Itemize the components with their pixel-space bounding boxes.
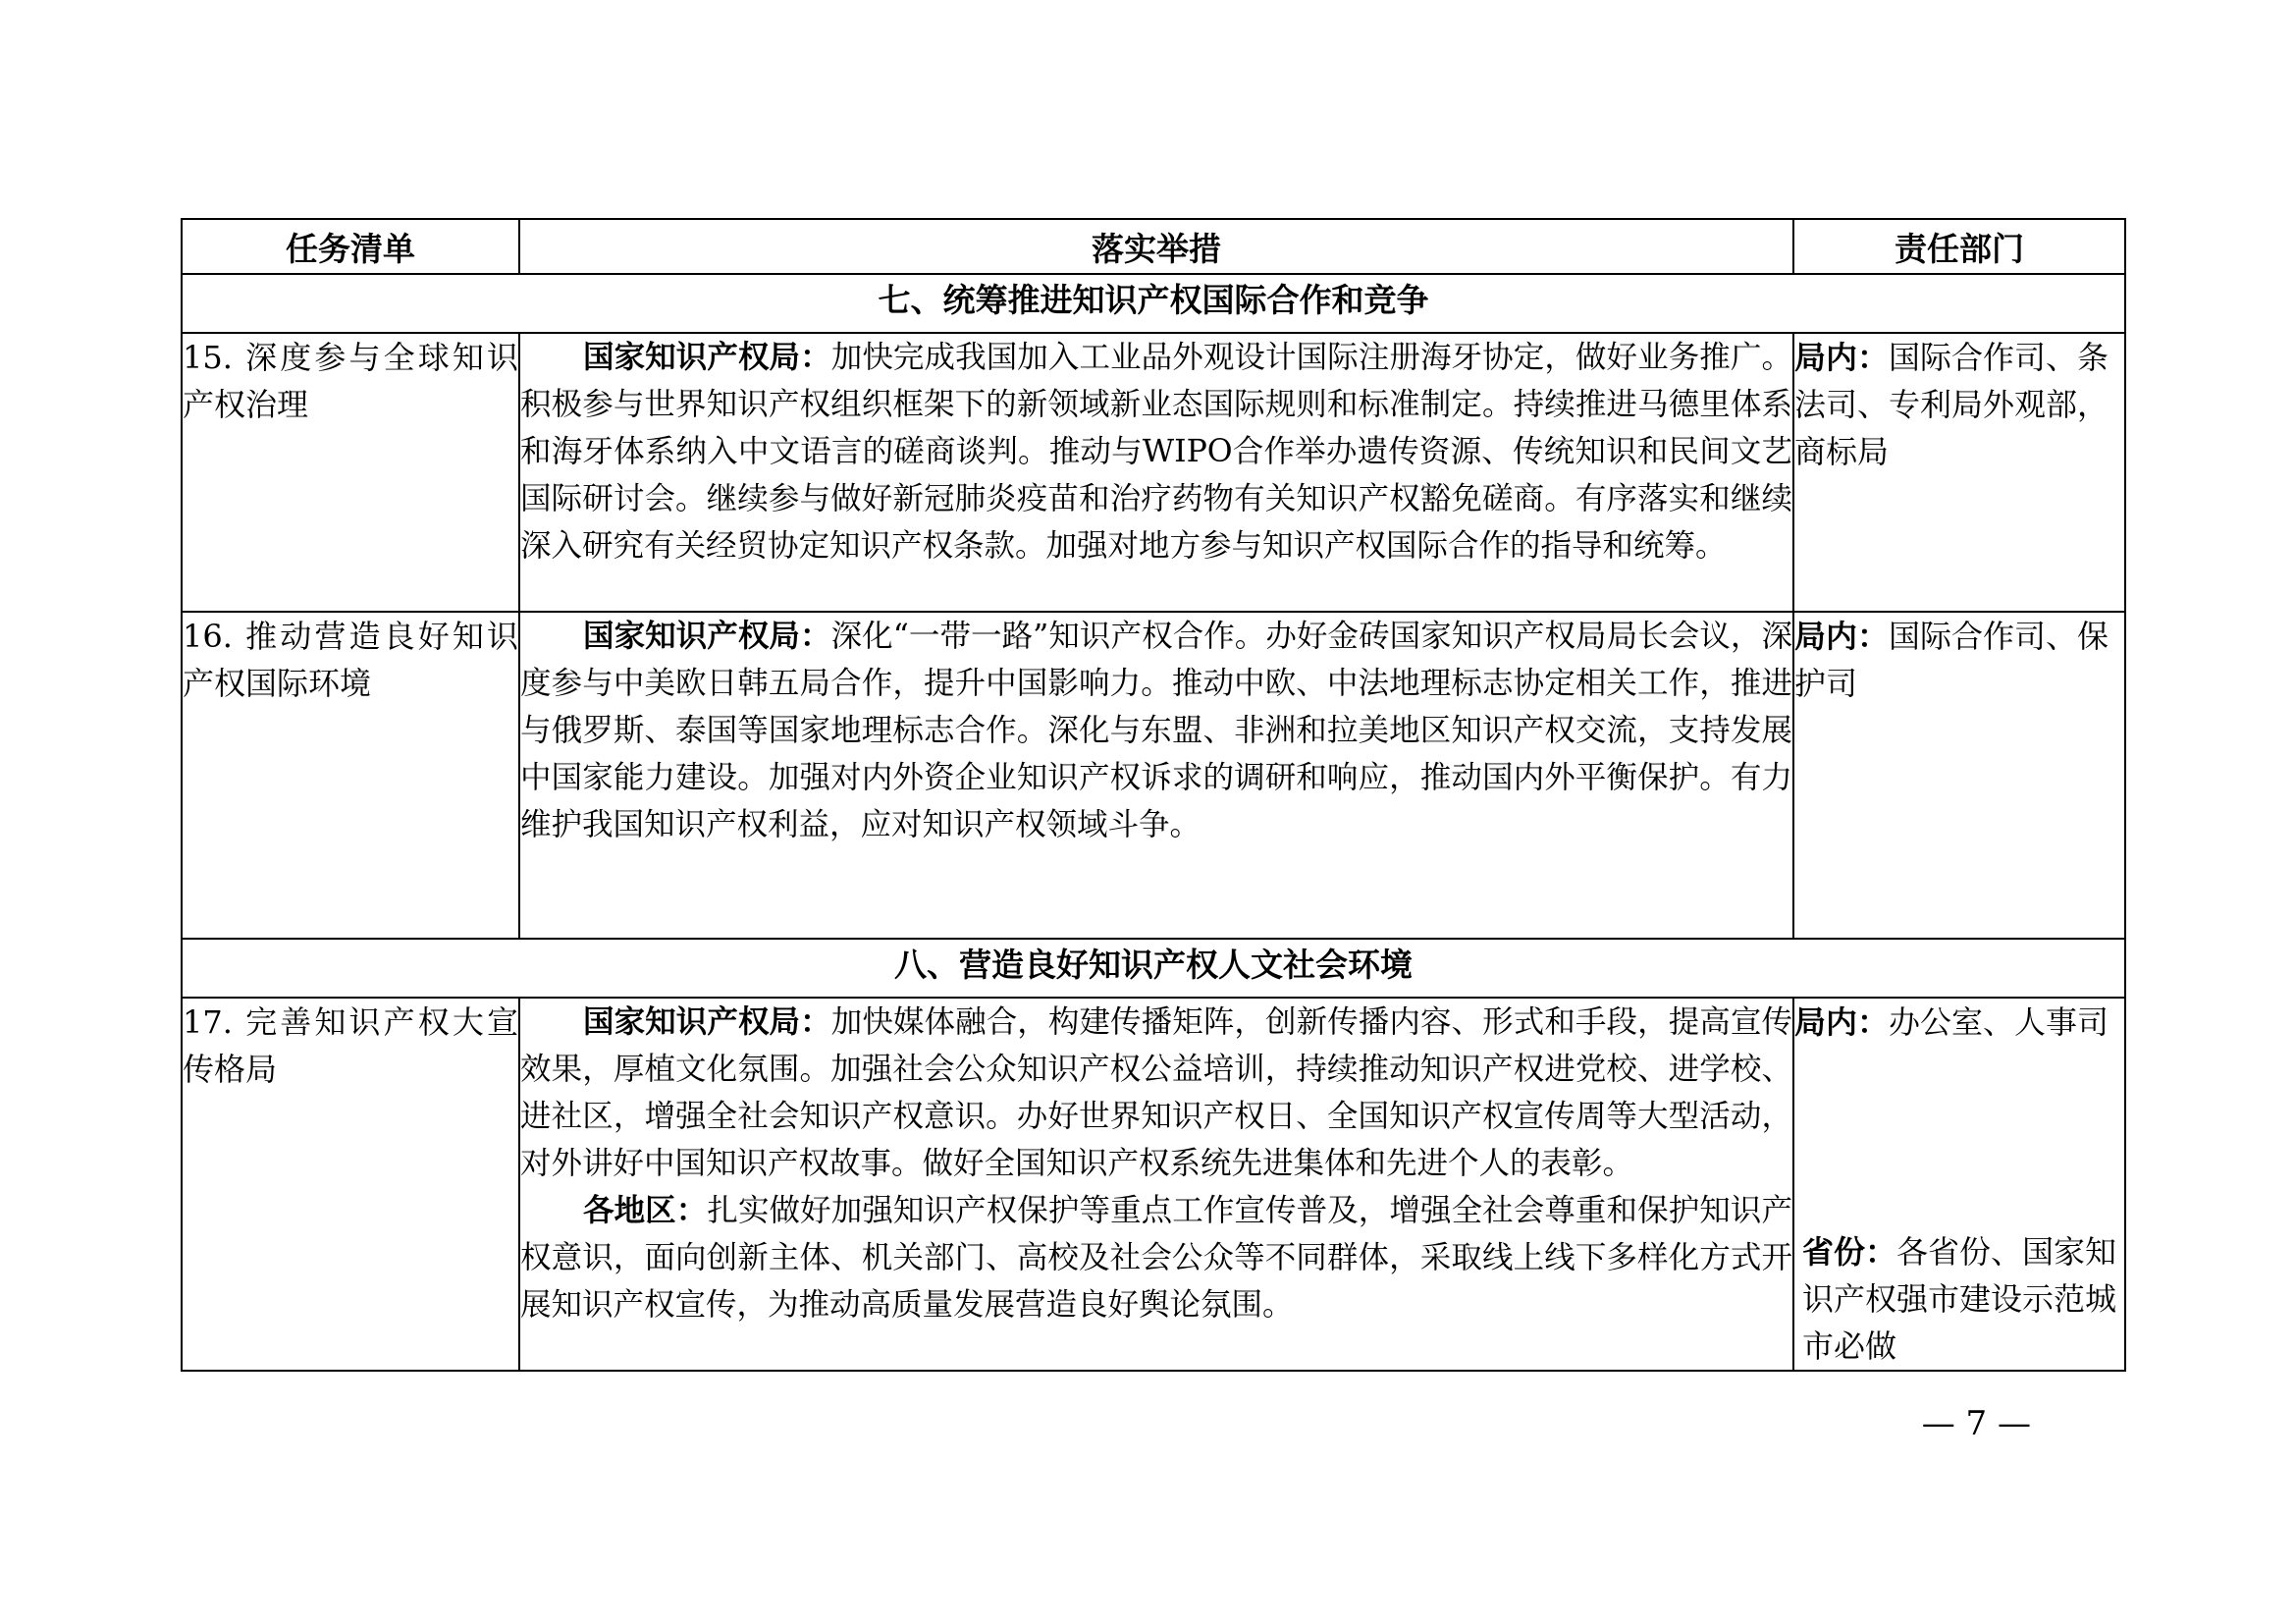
page-number: — 7 — [1921,1404,2031,1443]
section-row [182,274,2125,333]
measure-text: 深化“一带一路”知识产权合作。办好金砖国家知识产权局局长会议，深度参与中美欧日韩五局合作，提升中国影响力。推动中欧、中法地理标志协定相关工作，推进与俄罗斯、泰国等国家地理标志合作。深化与东盟、非洲和拉美地区知识产权交流，支持发展中国家能力建设。加强对内外资企业知识产权诉求的调研和响应，推动国内外平衡保护。有力维护我国知识产权利益，应对知识产权领域斗争。 [520,619,1792,842]
dept-cell [1793,612,2125,939]
task-cell: 16. 推动营造良好知识产权国际环境 [182,612,519,939]
measure-cell [519,333,1793,612]
measure-paragraph [520,999,1792,1187]
section-title: 八、营造良好知识产权人文社会环境 [182,939,2125,998]
dept-cell [1793,333,2125,612]
dept-text: 各省份、国家知识产权强市建设示范城市必做 [1802,1233,2117,1365]
measure-lead: 各地区： [583,1193,708,1228]
header-task: 任务清单 [182,219,519,274]
table-row [182,998,2125,1371]
dept-text: 办公室、人事司 [1889,1003,2109,1041]
header-dept: 责任部门 [1793,219,2125,274]
dept-label: 局内： [1794,339,1890,376]
dept-block [1794,999,2124,1046]
measure-cell [519,612,1793,939]
table-row [182,333,2125,612]
dept-block [1802,1228,2118,1370]
section-title: 七、统筹推进知识产权国际合作和竞争 [182,274,2125,333]
dept-text: 国际合作司、保护司 [1794,618,2109,702]
measure-lead: 国家知识产权局： [583,340,831,375]
dept-text: 国际合作司、条法司、专利局外观部，商标局 [1794,339,2109,470]
dept-block [1794,613,2124,707]
dept-label: 局内： [1794,1003,1890,1041]
measure-lead: 国家知识产权局： [583,1004,831,1040]
dept-label: 局内： [1794,618,1890,655]
measure-text: 扎实做好加强知识产权保护等重点工作宣传普及，增强全社会尊重和保护知识产权意识，面向创新主体、机关部门、高校及社会公众等不同群体，采取线上线下多样化方式开展知识产权宣传，为推动高质量发展营造良好舆论氛围。 [520,1193,1792,1323]
dept-cell [1793,998,2125,1371]
measure-lead: 国家知识产权局： [583,619,831,654]
measure-text: 加快完成我国加入工业品外观设计国际注册海牙协定，做好业务推广。积极参与世界知识产权组织框架下的新领域新业态国际规则和标准制定。持续推进马德里体系和海牙体系纳入中文语言的磋商谈判。推动与WIPO合作举办遗传资源、传统知识和民间文艺国际研讨会。继续参与做好新冠肺炎疫苗和治疗药物有关知识产权豁免磋商。有序落实和继续深入研究有关经贸协定知识产权条款。加强对地方参与知识产权国际合作的指导和统筹。 [520,340,1792,564]
dept-block [1794,334,2124,475]
measure-paragraph [520,1187,1792,1328]
table-row [182,612,2125,939]
measure-cell [519,998,1793,1371]
header-row [182,219,2125,274]
task-cell: 15. 深度参与全球知识产权治理 [182,333,519,612]
task-cell: 17. 完善知识产权大宣传格局 [182,998,519,1371]
measure-paragraph [520,613,1792,848]
section-row [182,939,2125,998]
measure-paragraph [520,334,1792,569]
task-table [181,218,2126,1372]
dept-label: 省份： [1802,1233,1897,1271]
measure-text: 加快媒体融合，构建传播矩阵，创新传播内容、形式和手段，提高宣传效果，厚植文化氛围。加强社会公众知识产权公益培训，持续推动知识产权进党校、进学校、进社区，增强全社会知识产权意识。办好世界知识产权日、全国知识产权宣传周等大型活动，对外讲好中国知识产权故事。做好全国知识产权系统先进集体和先进个人的表彰。 [520,1004,1792,1181]
header-measure: 落实举措 [519,219,1793,274]
